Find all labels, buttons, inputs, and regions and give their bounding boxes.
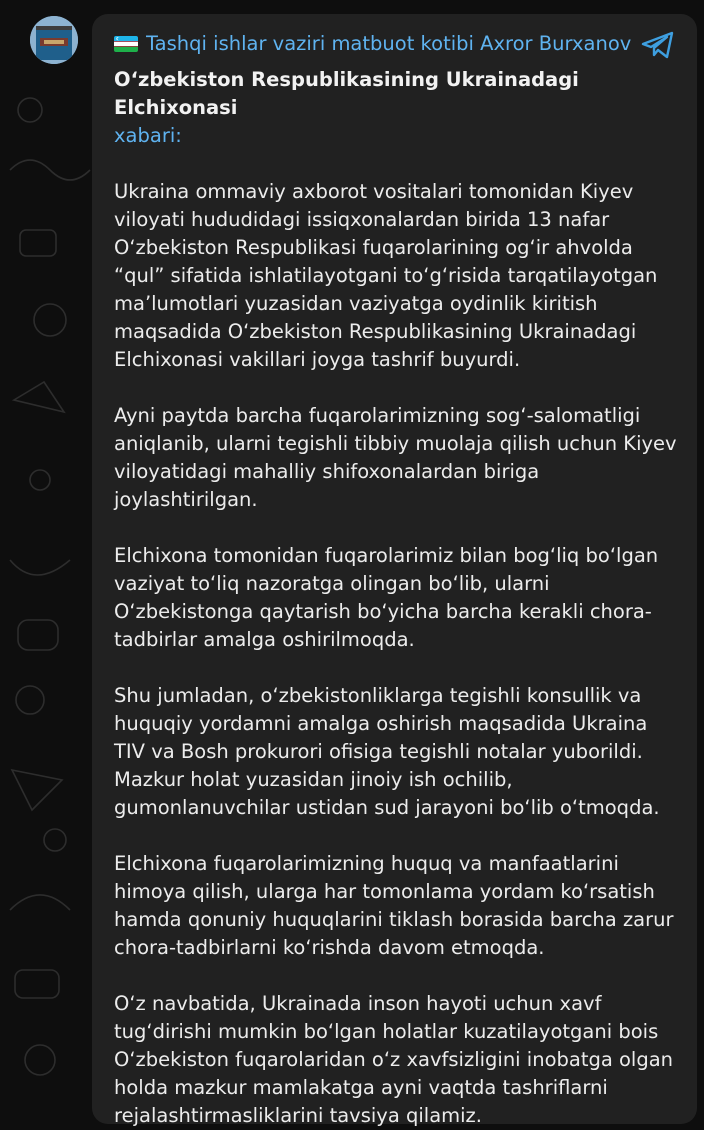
message-text <box>114 66 684 1130</box>
headline-link-text[interactable]: xabari: <box>114 124 182 147</box>
forward-header[interactable] <box>114 31 634 57</box>
channel-name-link[interactable]: Tashqi ishlar vaziri matbuot kotibi Axror Burxanov <box>146 32 632 55</box>
message-paragraph-4: Shu jumladan, o‘zbekistonliklarga tegishli konsullik va huquqiy yordamni amalga oshirish maqsadida Ukraina TIV va Bosh prokurori ofisiga tegishli notalar yuborildi. Mazkur holat yuzasidan jinoiy ish ochilib, gumonlanuvchilar ustidan sud jarayoni bo‘lib o‘tmoqda. <box>114 684 660 819</box>
headline-bold-text: O‘zbekiston Respublikasining Ukrainadagi Elchixonasi <box>114 68 579 119</box>
telegram-icon[interactable] <box>641 30 675 60</box>
message-headline <box>114 66 684 150</box>
channel-avatar[interactable] <box>30 16 78 64</box>
message-paragraph-5: Elchixona fuqarolarimizning huquq va manfaatlarini himoya qilish, ularga har tomonlama yordam ko‘rsatish hamda qonuniy huquqlarini tiklash borasida barcha zarur chora-tadbirlarni ko‘rishda davom etmoqda. <box>114 852 674 959</box>
message-paragraph-2: Ayni paytda barcha fuqarolarimizning sog‘-salomatligi aniqlanib, ularni tegishli tibbiy muolaja qilish uchun Kiyev viloyatidagi mahalliy shifoxonalardan biriga joylashtirilgan. <box>114 404 677 511</box>
avatar-emblem-icon <box>30 16 78 64</box>
message-paragraph-6: O‘z navbatida, Ukrainada inson hayoti uchun xavf tug‘dirishi mumkin bo‘lgan holatlar kuzatilayotgani bois O‘zbekiston fuqarolaridan o‘z xavfsizligini inobatga olgan holda mazkur mamlakatga ayni vaqtda tashriflarni rejalashtirmasliklarini tavsiya qilamiz. <box>114 992 674 1127</box>
uzbekistan-flag-icon <box>114 36 138 52</box>
message-paragraph-1: Ukraina ommaviy axborot vositalari tomonidan Kiyev viloyati hududidagi issiqxonalardan birida 13 nafar O‘zbekiston Respublikasi fuqarolarining og‘ir ahvolda “qul” sifatida ishlatilayotgani to‘g‘risida tarqatilayotgan ma’lumotlari yuzasidan vaziyatga oydinlik kiritish maqsadida O‘zbekiston Respublikasining Ukrainadagi Elchixonasi vakillari joyga tashrif buyurdi. <box>114 180 658 371</box>
message-paragraph-3: Elchixona tomonidan fuqarolarimiz bilan bog‘liq bo‘lgan vaziyat to‘liq nazoratga olingan bo‘lib, ularni O‘zbekistonga qaytarish bo‘yicha barcha kerakli chora-tadbirlar amalga oshirilmoqda. <box>114 544 659 651</box>
message-bubble <box>92 14 697 1127</box>
